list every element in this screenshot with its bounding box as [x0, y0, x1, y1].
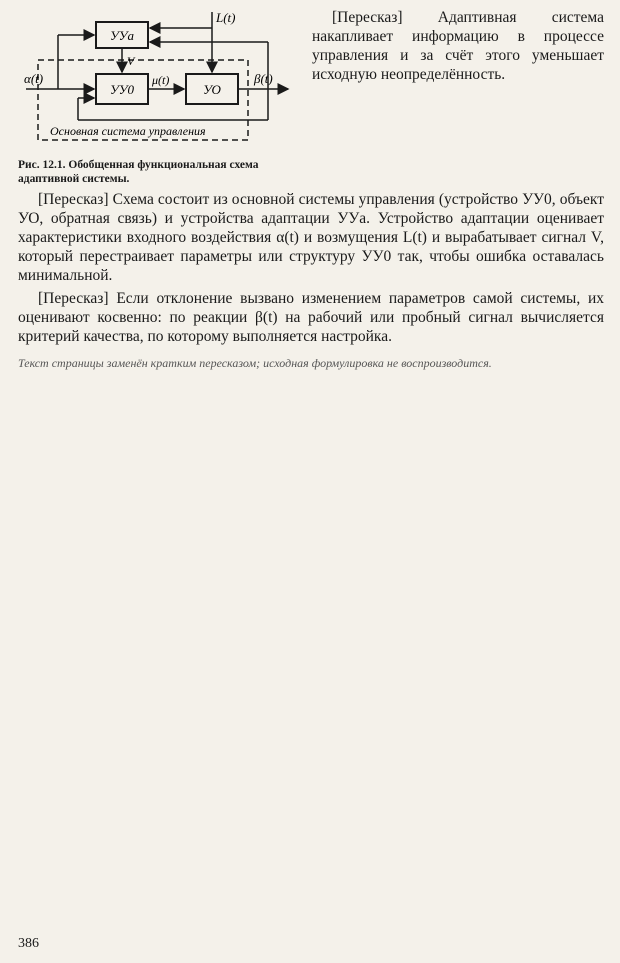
page-number: 386 — [18, 936, 39, 951]
object-block-label: УО — [203, 82, 221, 97]
input-signal-label: α(t) — [24, 71, 44, 86]
control-signal-label: μ(t) — [152, 73, 170, 87]
adaptation-block-label: УУа — [110, 28, 134, 43]
block-diagram — [18, 8, 300, 156]
side-text — [312, 8, 604, 186]
body-summary-2: [Пересказ] Если отклонение вызвано изменением параметров самой системы, их оценивают косвенно: по реакции β(t) на рабочий или пробный сигнал вычисляется критерий качества, по которому выполняется настройка. — [18, 290, 604, 345]
main-system-label: Основная система управления — [50, 124, 206, 138]
output-signal-label: β(t) — [254, 71, 273, 86]
side-summary: [Пересказ] Адаптивная система накапливает информацию в процессе управления и за счёт этого уменьшает исходную неопределённость. — [312, 9, 604, 83]
figure — [18, 8, 300, 186]
body-text — [18, 190, 604, 373]
controller-block-label: УУ0 — [110, 82, 134, 97]
tuning-signal-label: V — [127, 54, 135, 68]
disturbance-signal-label: L(t) — [216, 10, 236, 25]
top-section — [18, 8, 604, 186]
body-summary: [Пересказ] Схема состоит из основной системы управления (устройство УУ0, объект УО, обратная связь) и устройства адаптации УУа. Устройство адаптации оценивает характеристики входного воздействия α(t) и возмущения L(t) и вырабатывает сигнал V, который перестраивает параметры или структуру УУ0 так, чтобы ошибка оставалась минимальной. — [18, 191, 604, 284]
page — [18, 8, 604, 948]
figure-caption: Рис. 12.1. Обобщенная функциональная схема адаптивной системы. — [18, 159, 259, 185]
placeholder-note: Текст страницы заменён кратким пересказом; исходная формулировка не воспроизводится. — [18, 356, 492, 370]
